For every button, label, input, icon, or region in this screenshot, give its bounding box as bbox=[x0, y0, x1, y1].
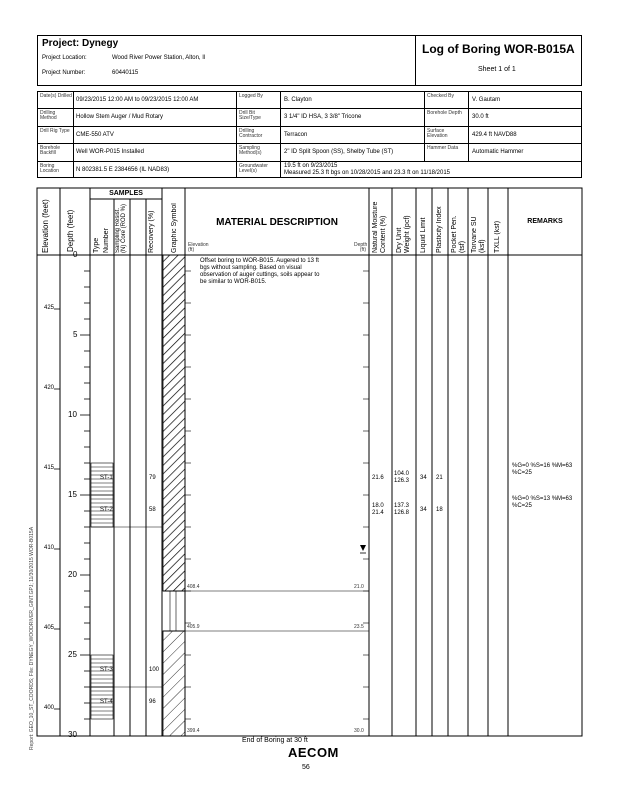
col-dry-unit: Dry Unit Weight (pcf) bbox=[396, 215, 411, 253]
strata-elev: 408.4 bbox=[187, 584, 200, 590]
elevation-label: 410 bbox=[44, 545, 55, 551]
info-value: N 802381.5 E 2384656 (IL NAD83) bbox=[76, 167, 170, 173]
info-value: Terracon bbox=[284, 132, 308, 138]
project-number-label: Project Number: bbox=[42, 70, 86, 76]
info-label: Borehole Depth bbox=[427, 110, 462, 116]
info-value: 3 1/4" ID HSA, 3 3/8" Tricone bbox=[284, 114, 362, 120]
strata-elev: 399.4 bbox=[187, 728, 200, 734]
strata-depth: 23.5 bbox=[354, 624, 364, 630]
sample-remarks: %G=0 %S=16 %M=63 %C=25 bbox=[512, 463, 573, 476]
depth-label: 10 bbox=[68, 410, 77, 419]
col-type: Type bbox=[93, 237, 100, 253]
col-moisture: Natural Moisture Content (%) bbox=[372, 201, 387, 253]
depth-label: 20 bbox=[68, 570, 77, 579]
info-label: Surface Elevation bbox=[427, 128, 448, 139]
info-value: Well WOR-P015 Installed bbox=[76, 149, 144, 155]
elevation-label: 415 bbox=[44, 465, 55, 471]
info-label: Drilling Contractor bbox=[239, 128, 263, 139]
strata-depth: 30.0 bbox=[354, 728, 364, 734]
project-title: Project: Dynegy bbox=[42, 38, 119, 49]
col-plasticity: Plasticity Index bbox=[436, 206, 443, 253]
strata-elev: 405.9 bbox=[187, 624, 200, 630]
info-value: B. Clayton bbox=[284, 97, 312, 103]
strata-depth: 21.0 bbox=[354, 584, 364, 590]
project-number: 60440115 bbox=[112, 70, 139, 76]
info-value: Automatic Hammer bbox=[472, 149, 524, 155]
page-number: 56 bbox=[302, 764, 310, 771]
col-material: MATERIAL DESCRIPTION bbox=[216, 217, 338, 228]
col-txll: TXLL (ksf) bbox=[494, 220, 501, 253]
info-value: 429.4 ft NAVD88 bbox=[472, 132, 517, 138]
sample-number: ST-4 bbox=[100, 699, 113, 705]
sample-moisture: 18.0 21.4 bbox=[372, 503, 384, 516]
col-torvane: Torvane SU (ksf) bbox=[471, 216, 486, 253]
info-label: Drill Bit Size/Type bbox=[239, 110, 261, 121]
info-value: 09/23/2015 12:00 AM to 09/23/2015 12:00 AM bbox=[76, 97, 199, 103]
sample-recovery: 79 bbox=[149, 475, 156, 481]
col-depth: Depth (feet) bbox=[66, 209, 75, 252]
info-label: Logged By bbox=[239, 93, 263, 99]
depth-label: 0 bbox=[73, 250, 78, 259]
info-label: Drill Rig Type bbox=[40, 128, 70, 134]
col-elev-sub: Elevation (ft) bbox=[188, 242, 209, 253]
sample-dry-unit: 137.3 126.8 bbox=[394, 503, 410, 516]
sample-dry-unit: 104.0 126.3 bbox=[394, 471, 410, 484]
sample-recovery: 58 bbox=[149, 507, 156, 513]
info-value: 2" ID Split Spoon (SS), Shelby Tube (ST) bbox=[284, 149, 394, 155]
elevation-label: 400 bbox=[44, 705, 55, 711]
col-recovery: Recovery (%) bbox=[148, 210, 155, 253]
side-note: Report: GEO_10_ST_COORDS; File: DYNEGY_WOODRIVER_GINT.GPJ; 11/30/2015 WOR-B015A bbox=[29, 526, 35, 750]
info-label: Drilling Method bbox=[40, 110, 57, 121]
col-depth-sub: Depth (ft) bbox=[354, 242, 368, 253]
info-value: Measured 25.3 ft bgs on 10/28/2015 and 23.3 ft on 11/18/2015 bbox=[284, 170, 451, 176]
sample-number: ST-3 bbox=[100, 667, 113, 673]
project-location-label: Project Location: bbox=[42, 55, 87, 61]
sample-pi: 18 bbox=[436, 507, 443, 513]
project-location: Wood River Power Station, Alton, Il bbox=[112, 55, 206, 61]
sample-ll: 34 bbox=[420, 507, 427, 513]
info-value: 30.0 ft bbox=[472, 114, 489, 120]
col-graphic: Graphic Symbol bbox=[171, 203, 178, 253]
elevation-label: 425 bbox=[44, 305, 55, 311]
sample-number: ST-1 bbox=[100, 475, 113, 481]
log-title: Log of Boring WOR-B015A bbox=[422, 42, 575, 56]
info-label: Hammer Data bbox=[427, 145, 459, 151]
depth-label: 15 bbox=[68, 490, 77, 499]
sheet-number: Sheet 1 of 1 bbox=[478, 66, 516, 73]
sample-recovery: 100 bbox=[149, 667, 160, 673]
col-samples: SAMPLES bbox=[109, 190, 143, 197]
sample-ll: 34 bbox=[420, 475, 427, 481]
info-label: Boring Location bbox=[40, 163, 59, 174]
end-of-boring: End of Boring at 30 ft bbox=[242, 737, 308, 744]
info-label: Borehole Backfill bbox=[40, 145, 61, 156]
info-value: V. Gautam bbox=[472, 97, 501, 103]
description-line: observation of auger cuttings, soils appear to bbox=[200, 272, 320, 278]
depth-label: 30 bbox=[68, 730, 77, 739]
info-value: 19.5 ft on 9/23/2015 bbox=[284, 163, 338, 169]
col-elevation: Elevation (feet) bbox=[41, 199, 50, 253]
groundwater-level-icon bbox=[360, 545, 366, 551]
info-label: Groundwater Level(s) bbox=[239, 163, 268, 174]
aecom-logo: AECOM bbox=[288, 745, 339, 760]
description-line: bgs without sampling. Based on visual bbox=[200, 265, 302, 271]
info-value: Hollow Stem Auger / Mud Rotary bbox=[76, 114, 164, 120]
col-remarks: REMARKS bbox=[527, 218, 563, 225]
sample-pi: 21 bbox=[436, 475, 443, 481]
info-value: CME-550 ATV bbox=[76, 132, 114, 138]
elevation-label: 420 bbox=[44, 385, 55, 391]
description-line: Offset boring to WOR-B015. Augered to 13 ft bbox=[200, 258, 319, 264]
info-label: Sampling Method(s) bbox=[239, 145, 262, 156]
sample-moisture: 21.6 bbox=[372, 475, 384, 481]
col-sampling-resist: Sampling Resist. (N) Core (ROD %) bbox=[115, 204, 127, 253]
col-pocket-pen: Pocket Pen. (tsf) bbox=[451, 215, 466, 253]
info-label: Date(s) Drilled bbox=[40, 93, 72, 99]
elevation-label: 405 bbox=[44, 625, 55, 631]
col-liquid-limit: Liquid Limit bbox=[420, 217, 427, 253]
info-label: Checked By bbox=[427, 93, 454, 99]
col-number: Number bbox=[103, 228, 110, 253]
sample-recovery: 96 bbox=[149, 699, 156, 705]
sample-remarks: %G=0 %S=13 %M=63 %C=25 bbox=[512, 496, 573, 509]
depth-label: 25 bbox=[68, 650, 77, 659]
description-line: be similar to WOR-B015. bbox=[200, 279, 267, 285]
depth-label: 5 bbox=[73, 330, 78, 339]
sample-number: ST-2 bbox=[100, 507, 113, 513]
